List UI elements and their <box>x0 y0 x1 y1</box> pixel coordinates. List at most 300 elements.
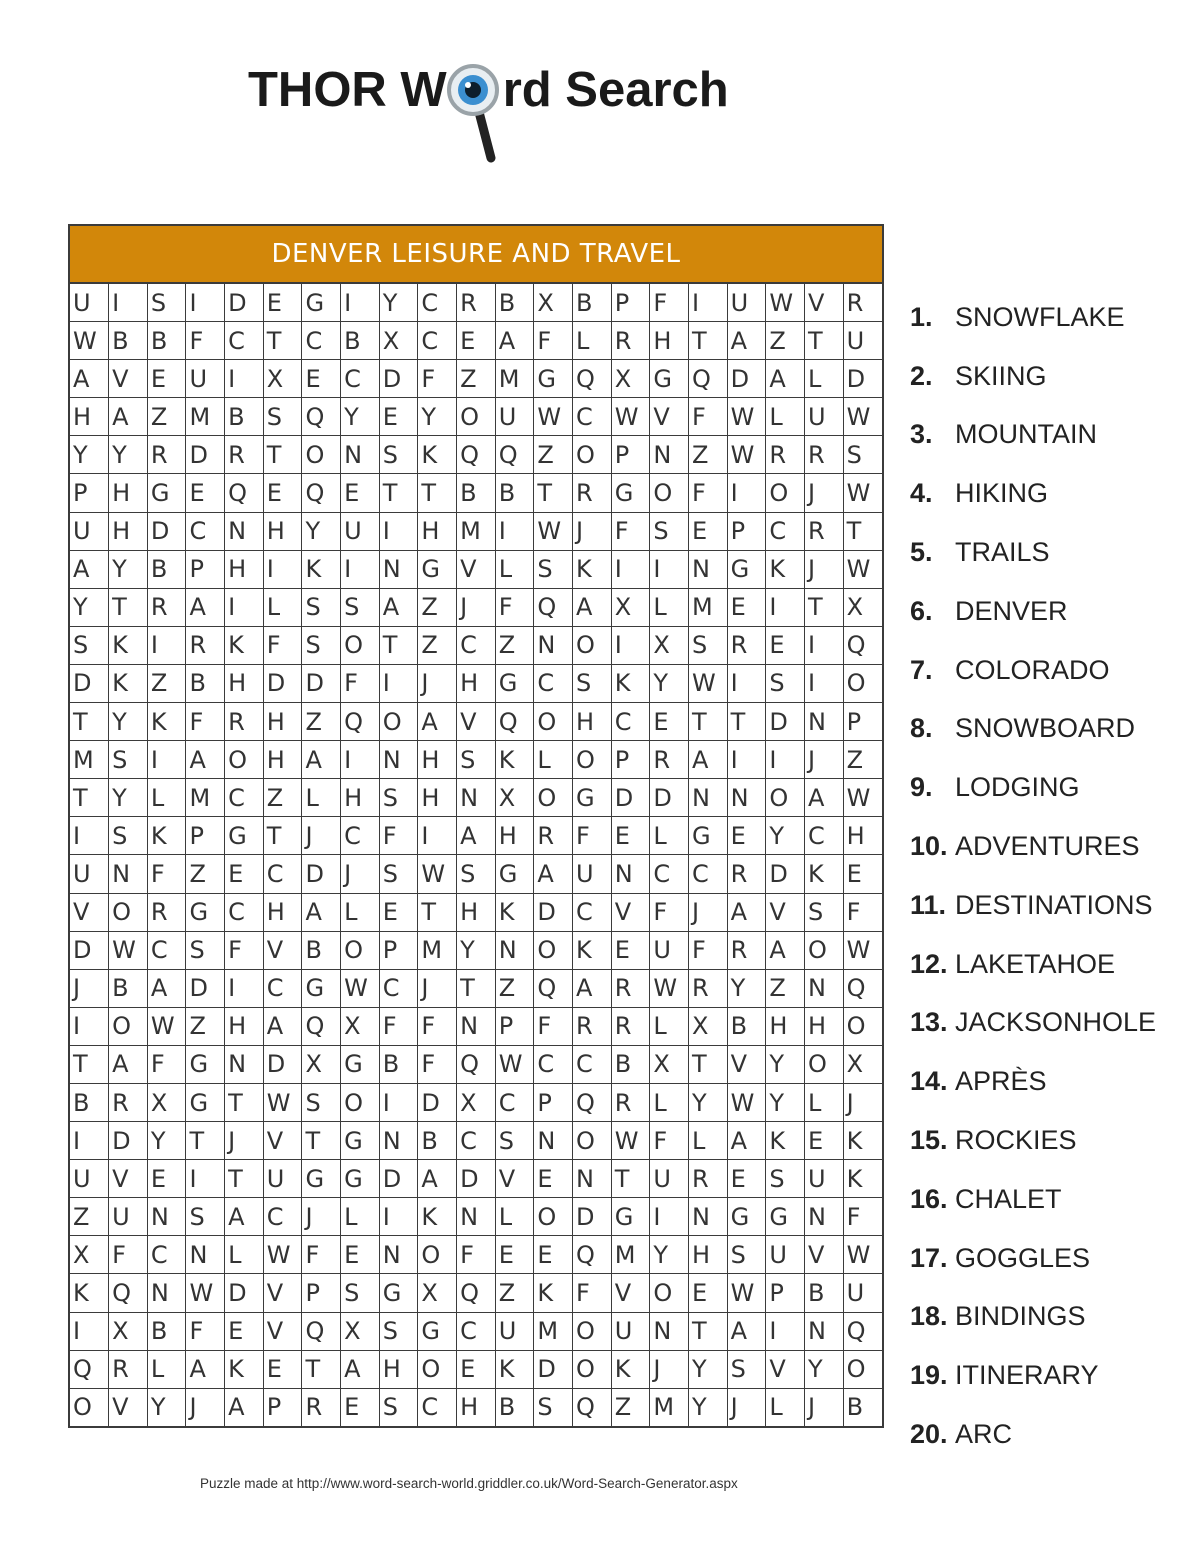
grid-cell[interactable]: T <box>689 1045 728 1083</box>
grid-cell[interactable]: O <box>843 664 882 702</box>
grid-cell[interactable]: U <box>650 931 689 969</box>
grid-cell[interactable]: I <box>650 1198 689 1236</box>
grid-cell[interactable]: O <box>109 893 148 931</box>
grid-cell[interactable]: W <box>727 1274 766 1312</box>
grid-cell[interactable]: O <box>341 1083 380 1121</box>
grid-cell[interactable]: R <box>147 588 186 626</box>
grid-cell[interactable]: N <box>804 703 843 741</box>
grid-cell[interactable]: F <box>843 893 882 931</box>
grid-cell[interactable]: L <box>341 893 380 931</box>
grid-cell[interactable]: J <box>727 1388 766 1426</box>
grid-cell[interactable]: S <box>457 855 496 893</box>
grid-cell[interactable]: G <box>379 1274 418 1312</box>
grid-cell[interactable]: W <box>263 1236 302 1274</box>
grid-cell[interactable]: N <box>457 1007 496 1045</box>
grid-cell[interactable]: I <box>418 817 457 855</box>
grid-cell[interactable]: L <box>766 398 805 436</box>
grid-cell[interactable]: Y <box>689 1388 728 1426</box>
grid-cell[interactable]: G <box>302 969 341 1007</box>
grid-cell[interactable]: I <box>147 626 186 664</box>
grid-cell[interactable]: S <box>689 626 728 664</box>
grid-cell[interactable]: A <box>109 398 148 436</box>
grid-cell[interactable]: T <box>70 703 109 741</box>
grid-cell[interactable]: O <box>804 931 843 969</box>
grid-cell[interactable]: X <box>843 1045 882 1083</box>
grid-cell[interactable]: C <box>341 360 380 398</box>
grid-cell[interactable]: Y <box>650 1236 689 1274</box>
grid-cell[interactable]: Y <box>766 1045 805 1083</box>
grid-cell[interactable]: Z <box>457 360 496 398</box>
grid-cell[interactable]: L <box>650 1007 689 1045</box>
grid-cell[interactable]: W <box>843 550 882 588</box>
grid-cell[interactable]: C <box>804 817 843 855</box>
grid-cell[interactable]: B <box>495 284 534 322</box>
grid-cell[interactable]: F <box>263 626 302 664</box>
grid-cell[interactable]: Y <box>341 398 380 436</box>
grid-cell[interactable]: X <box>650 1045 689 1083</box>
grid-cell[interactable]: Y <box>70 436 109 474</box>
grid-cell[interactable]: G <box>186 1083 225 1121</box>
grid-cell[interactable]: N <box>804 1312 843 1350</box>
grid-cell[interactable]: Y <box>109 436 148 474</box>
grid-cell[interactable]: C <box>495 1083 534 1121</box>
grid-cell[interactable]: E <box>379 398 418 436</box>
grid-cell[interactable]: E <box>225 1312 264 1350</box>
grid-cell[interactable]: V <box>766 893 805 931</box>
grid-cell[interactable]: B <box>109 969 148 1007</box>
grid-cell[interactable]: D <box>766 703 805 741</box>
grid-cell[interactable]: D <box>843 360 882 398</box>
grid-cell[interactable]: U <box>804 1160 843 1198</box>
grid-cell[interactable]: S <box>302 1083 341 1121</box>
grid-cell[interactable]: R <box>611 1083 650 1121</box>
grid-cell[interactable]: X <box>302 1045 341 1083</box>
grid-cell[interactable]: K <box>573 550 612 588</box>
grid-cell[interactable]: Q <box>457 1274 496 1312</box>
grid-cell[interactable]: E <box>689 1274 728 1312</box>
grid-cell[interactable]: X <box>263 360 302 398</box>
grid-cell[interactable]: Z <box>534 436 573 474</box>
grid-cell[interactable]: H <box>418 741 457 779</box>
grid-cell[interactable]: L <box>534 741 573 779</box>
grid-cell[interactable]: Q <box>573 1388 612 1426</box>
grid-cell[interactable]: T <box>843 512 882 550</box>
grid-cell[interactable]: S <box>379 1388 418 1426</box>
grid-cell[interactable]: Q <box>495 703 534 741</box>
grid-cell[interactable]: H <box>341 779 380 817</box>
grid-cell[interactable]: J <box>804 474 843 512</box>
grid-cell[interactable]: A <box>573 588 612 626</box>
grid-cell[interactable]: O <box>843 1350 882 1388</box>
grid-cell[interactable]: T <box>418 474 457 512</box>
grid-cell[interactable]: W <box>534 398 573 436</box>
grid-cell[interactable]: Z <box>263 779 302 817</box>
grid-cell[interactable]: S <box>379 779 418 817</box>
grid-cell[interactable]: R <box>611 322 650 360</box>
grid-cell[interactable]: P <box>302 1274 341 1312</box>
grid-cell[interactable]: I <box>611 550 650 588</box>
grid-cell[interactable]: T <box>70 779 109 817</box>
grid-cell[interactable]: K <box>495 893 534 931</box>
grid-cell[interactable]: E <box>302 360 341 398</box>
grid-cell[interactable]: E <box>611 931 650 969</box>
grid-cell[interactable]: D <box>534 893 573 931</box>
grid-cell[interactable]: Y <box>70 588 109 626</box>
grid-cell[interactable]: E <box>766 626 805 664</box>
grid-cell[interactable]: C <box>611 703 650 741</box>
grid-cell[interactable]: H <box>650 322 689 360</box>
grid-cell[interactable]: J <box>302 817 341 855</box>
grid-cell[interactable]: N <box>727 779 766 817</box>
grid-cell[interactable]: T <box>186 1122 225 1160</box>
grid-cell[interactable]: K <box>843 1122 882 1160</box>
grid-cell[interactable]: S <box>843 436 882 474</box>
grid-cell[interactable]: N <box>379 1236 418 1274</box>
grid-cell[interactable]: O <box>766 474 805 512</box>
grid-cell[interactable]: U <box>70 855 109 893</box>
grid-cell[interactable]: H <box>804 1007 843 1045</box>
grid-cell[interactable]: B <box>147 1312 186 1350</box>
grid-cell[interactable]: Q <box>843 626 882 664</box>
grid-cell[interactable]: I <box>70 817 109 855</box>
grid-cell[interactable]: W <box>495 1045 534 1083</box>
grid-cell[interactable]: P <box>263 1388 302 1426</box>
grid-cell[interactable]: U <box>766 1236 805 1274</box>
grid-cell[interactable]: G <box>495 855 534 893</box>
grid-cell[interactable]: L <box>766 1388 805 1426</box>
grid-cell[interactable]: V <box>263 1274 302 1312</box>
grid-cell[interactable]: R <box>727 931 766 969</box>
grid-cell[interactable]: S <box>379 1312 418 1350</box>
grid-cell[interactable]: R <box>457 284 496 322</box>
grid-cell[interactable]: C <box>341 817 380 855</box>
grid-cell[interactable]: S <box>186 931 225 969</box>
grid-cell[interactable]: K <box>534 1274 573 1312</box>
grid-cell[interactable]: H <box>225 1007 264 1045</box>
grid-cell[interactable]: O <box>650 474 689 512</box>
grid-cell[interactable]: J <box>341 855 380 893</box>
grid-cell[interactable]: P <box>70 474 109 512</box>
grid-cell[interactable]: G <box>341 1045 380 1083</box>
grid-cell[interactable]: W <box>843 398 882 436</box>
grid-cell[interactable]: O <box>379 703 418 741</box>
grid-cell[interactable]: F <box>573 1274 612 1312</box>
grid-cell[interactable]: V <box>109 360 148 398</box>
grid-cell[interactable]: A <box>70 550 109 588</box>
grid-cell[interactable]: R <box>611 969 650 1007</box>
grid-cell[interactable]: I <box>379 1198 418 1236</box>
grid-cell[interactable]: E <box>263 474 302 512</box>
grid-cell[interactable]: B <box>379 1045 418 1083</box>
grid-cell[interactable]: J <box>457 588 496 626</box>
grid-cell[interactable]: E <box>341 1388 380 1426</box>
grid-cell[interactable]: X <box>341 1312 380 1350</box>
grid-cell[interactable]: I <box>341 284 380 322</box>
grid-cell[interactable]: Q <box>534 969 573 1007</box>
grid-cell[interactable]: Y <box>418 398 457 436</box>
grid-cell[interactable]: G <box>147 474 186 512</box>
grid-cell[interactable]: C <box>534 664 573 702</box>
grid-cell[interactable]: Q <box>302 474 341 512</box>
grid-cell[interactable]: C <box>573 1045 612 1083</box>
grid-cell[interactable]: O <box>573 1312 612 1350</box>
grid-cell[interactable]: I <box>147 741 186 779</box>
grid-cell[interactable]: S <box>341 1274 380 1312</box>
grid-cell[interactable]: H <box>573 703 612 741</box>
grid-cell[interactable]: H <box>766 1007 805 1045</box>
grid-cell[interactable]: W <box>611 398 650 436</box>
grid-cell[interactable]: Q <box>495 436 534 474</box>
grid-cell[interactable]: S <box>109 817 148 855</box>
grid-cell[interactable]: N <box>804 1198 843 1236</box>
grid-cell[interactable]: B <box>225 398 264 436</box>
grid-cell[interactable]: G <box>611 474 650 512</box>
grid-cell[interactable]: M <box>495 360 534 398</box>
grid-cell[interactable]: I <box>70 1312 109 1350</box>
grid-cell[interactable]: W <box>727 398 766 436</box>
grid-cell[interactable]: E <box>495 1236 534 1274</box>
grid-cell[interactable]: I <box>727 741 766 779</box>
grid-cell[interactable]: R <box>573 1007 612 1045</box>
grid-cell[interactable]: Q <box>573 360 612 398</box>
grid-cell[interactable]: V <box>263 931 302 969</box>
grid-cell[interactable]: O <box>573 436 612 474</box>
grid-cell[interactable]: G <box>341 1160 380 1198</box>
grid-cell[interactable]: Y <box>804 1350 843 1388</box>
grid-cell[interactable]: C <box>379 969 418 1007</box>
grid-cell[interactable]: N <box>186 1236 225 1274</box>
grid-cell[interactable]: A <box>109 1045 148 1083</box>
grid-cell[interactable]: T <box>302 1350 341 1388</box>
grid-cell[interactable]: V <box>766 1350 805 1388</box>
grid-cell[interactable]: I <box>495 512 534 550</box>
grid-cell[interactable]: C <box>457 626 496 664</box>
grid-cell[interactable]: T <box>457 969 496 1007</box>
grid-cell[interactable]: K <box>225 1350 264 1388</box>
grid-cell[interactable]: T <box>263 436 302 474</box>
grid-cell[interactable]: Z <box>186 1007 225 1045</box>
grid-cell[interactable]: J <box>804 741 843 779</box>
grid-cell[interactable]: X <box>109 1312 148 1350</box>
grid-cell[interactable]: N <box>457 1198 496 1236</box>
grid-cell[interactable]: Y <box>727 969 766 1007</box>
grid-cell[interactable]: F <box>689 474 728 512</box>
grid-cell[interactable]: Q <box>689 360 728 398</box>
grid-cell[interactable]: U <box>109 1198 148 1236</box>
grid-cell[interactable]: A <box>727 893 766 931</box>
grid-cell[interactable]: H <box>263 893 302 931</box>
grid-cell[interactable]: K <box>70 1274 109 1312</box>
grid-cell[interactable]: A <box>186 1350 225 1388</box>
grid-cell[interactable]: O <box>573 626 612 664</box>
grid-cell[interactable]: R <box>727 855 766 893</box>
grid-cell[interactable]: V <box>263 1312 302 1350</box>
grid-cell[interactable]: E <box>689 512 728 550</box>
grid-cell[interactable]: N <box>650 436 689 474</box>
grid-cell[interactable]: Z <box>147 398 186 436</box>
grid-cell[interactable]: I <box>804 664 843 702</box>
grid-cell[interactable]: Q <box>843 1312 882 1350</box>
grid-cell[interactable]: B <box>804 1274 843 1312</box>
grid-cell[interactable]: F <box>573 817 612 855</box>
grid-cell[interactable]: F <box>689 398 728 436</box>
grid-cell[interactable]: S <box>379 436 418 474</box>
grid-cell[interactable]: V <box>457 550 496 588</box>
grid-cell[interactable]: E <box>804 1122 843 1160</box>
grid-cell[interactable]: A <box>495 322 534 360</box>
grid-cell[interactable]: G <box>495 664 534 702</box>
grid-cell[interactable]: K <box>109 626 148 664</box>
grid-cell[interactable]: S <box>804 893 843 931</box>
grid-cell[interactable]: H <box>70 398 109 436</box>
grid-cell[interactable]: R <box>650 741 689 779</box>
grid-cell[interactable]: N <box>650 1312 689 1350</box>
grid-cell[interactable]: M <box>534 1312 573 1350</box>
grid-cell[interactable]: R <box>843 284 882 322</box>
grid-cell[interactable]: H <box>263 703 302 741</box>
grid-cell[interactable]: W <box>650 969 689 1007</box>
grid-cell[interactable]: T <box>70 1045 109 1083</box>
grid-cell[interactable]: R <box>534 817 573 855</box>
grid-cell[interactable]: D <box>225 1274 264 1312</box>
grid-cell[interactable]: L <box>147 779 186 817</box>
grid-cell[interactable]: W <box>727 436 766 474</box>
grid-cell[interactable]: F <box>843 1198 882 1236</box>
grid-cell[interactable]: F <box>611 512 650 550</box>
grid-cell[interactable]: F <box>457 1236 496 1274</box>
grid-cell[interactable]: L <box>650 817 689 855</box>
grid-cell[interactable]: G <box>727 550 766 588</box>
grid-cell[interactable]: Q <box>534 588 573 626</box>
grid-cell[interactable]: J <box>804 1388 843 1426</box>
grid-cell[interactable]: X <box>379 322 418 360</box>
grid-cell[interactable]: C <box>418 322 457 360</box>
grid-cell[interactable]: G <box>418 550 457 588</box>
grid-cell[interactable]: T <box>534 474 573 512</box>
grid-cell[interactable]: N <box>573 1160 612 1198</box>
grid-cell[interactable]: E <box>186 474 225 512</box>
grid-cell[interactable]: D <box>147 512 186 550</box>
grid-cell[interactable]: J <box>418 969 457 1007</box>
grid-cell[interactable]: O <box>302 436 341 474</box>
grid-cell[interactable]: O <box>843 1007 882 1045</box>
grid-cell[interactable]: U <box>186 360 225 398</box>
grid-cell[interactable]: C <box>225 322 264 360</box>
grid-cell[interactable]: E <box>457 1350 496 1388</box>
grid-cell[interactable]: B <box>341 322 380 360</box>
grid-cell[interactable]: F <box>186 322 225 360</box>
grid-cell[interactable]: W <box>843 474 882 512</box>
grid-cell[interactable]: F <box>650 893 689 931</box>
grid-cell[interactable]: S <box>534 1388 573 1426</box>
grid-cell[interactable]: B <box>495 1388 534 1426</box>
grid-cell[interactable]: X <box>843 588 882 626</box>
grid-cell[interactable]: S <box>727 1350 766 1388</box>
grid-cell[interactable]: I <box>379 512 418 550</box>
grid-cell[interactable]: X <box>650 626 689 664</box>
grid-cell[interactable]: N <box>225 512 264 550</box>
grid-cell[interactable]: F <box>147 855 186 893</box>
grid-cell[interactable]: N <box>147 1274 186 1312</box>
grid-cell[interactable]: U <box>263 1160 302 1198</box>
grid-cell[interactable]: F <box>418 1045 457 1083</box>
grid-cell[interactable]: Y <box>766 1083 805 1121</box>
grid-cell[interactable]: E <box>611 817 650 855</box>
grid-cell[interactable]: Z <box>418 626 457 664</box>
grid-cell[interactable]: R <box>804 436 843 474</box>
grid-cell[interactable]: A <box>341 1350 380 1388</box>
grid-cell[interactable]: T <box>689 1312 728 1350</box>
grid-cell[interactable]: N <box>109 855 148 893</box>
grid-cell[interactable]: U <box>495 1312 534 1350</box>
grid-cell[interactable]: X <box>457 1083 496 1121</box>
grid-cell[interactable]: I <box>727 664 766 702</box>
grid-cell[interactable]: M <box>689 588 728 626</box>
grid-cell[interactable]: T <box>302 1122 341 1160</box>
grid-cell[interactable]: U <box>70 284 109 322</box>
grid-cell[interactable]: U <box>843 1274 882 1312</box>
grid-cell[interactable]: S <box>70 626 109 664</box>
grid-cell[interactable]: X <box>495 779 534 817</box>
grid-cell[interactable]: G <box>727 1198 766 1236</box>
grid-cell[interactable]: B <box>611 1045 650 1083</box>
grid-cell[interactable]: C <box>263 1198 302 1236</box>
grid-cell[interactable]: R <box>689 969 728 1007</box>
grid-cell[interactable]: O <box>534 703 573 741</box>
grid-cell[interactable]: T <box>689 322 728 360</box>
grid-cell[interactable]: W <box>418 855 457 893</box>
grid-cell[interactable]: F <box>495 588 534 626</box>
grid-cell[interactable]: Y <box>302 512 341 550</box>
grid-cell[interactable]: A <box>689 741 728 779</box>
grid-cell[interactable]: P <box>611 741 650 779</box>
grid-cell[interactable]: Q <box>341 703 380 741</box>
grid-cell[interactable]: X <box>534 284 573 322</box>
grid-cell[interactable]: F <box>650 284 689 322</box>
grid-cell[interactable]: T <box>225 1083 264 1121</box>
grid-cell[interactable]: Z <box>70 1198 109 1236</box>
grid-cell[interactable]: D <box>186 969 225 1007</box>
grid-cell[interactable]: C <box>689 855 728 893</box>
grid-cell[interactable]: G <box>650 360 689 398</box>
grid-cell[interactable]: K <box>147 703 186 741</box>
grid-cell[interactable]: B <box>457 474 496 512</box>
grid-cell[interactable]: V <box>804 1236 843 1274</box>
grid-cell[interactable]: U <box>573 855 612 893</box>
grid-cell[interactable]: L <box>263 588 302 626</box>
grid-cell[interactable]: R <box>727 626 766 664</box>
grid-cell[interactable]: B <box>147 322 186 360</box>
grid-cell[interactable]: G <box>225 817 264 855</box>
grid-cell[interactable]: O <box>534 779 573 817</box>
grid-cell[interactable]: K <box>109 664 148 702</box>
grid-cell[interactable]: Z <box>186 855 225 893</box>
grid-cell[interactable]: E <box>225 855 264 893</box>
grid-cell[interactable]: M <box>70 741 109 779</box>
grid-cell[interactable]: T <box>804 588 843 626</box>
grid-cell[interactable]: K <box>766 550 805 588</box>
grid-cell[interactable]: N <box>225 1045 264 1083</box>
grid-cell[interactable]: D <box>727 360 766 398</box>
grid-cell[interactable]: X <box>611 588 650 626</box>
grid-cell[interactable]: N <box>689 1198 728 1236</box>
grid-cell[interactable]: C <box>418 1388 457 1426</box>
grid-cell[interactable]: M <box>186 779 225 817</box>
grid-cell[interactable]: W <box>186 1274 225 1312</box>
grid-cell[interactable]: P <box>534 1083 573 1121</box>
grid-cell[interactable]: K <box>611 1350 650 1388</box>
grid-cell[interactable]: P <box>843 703 882 741</box>
